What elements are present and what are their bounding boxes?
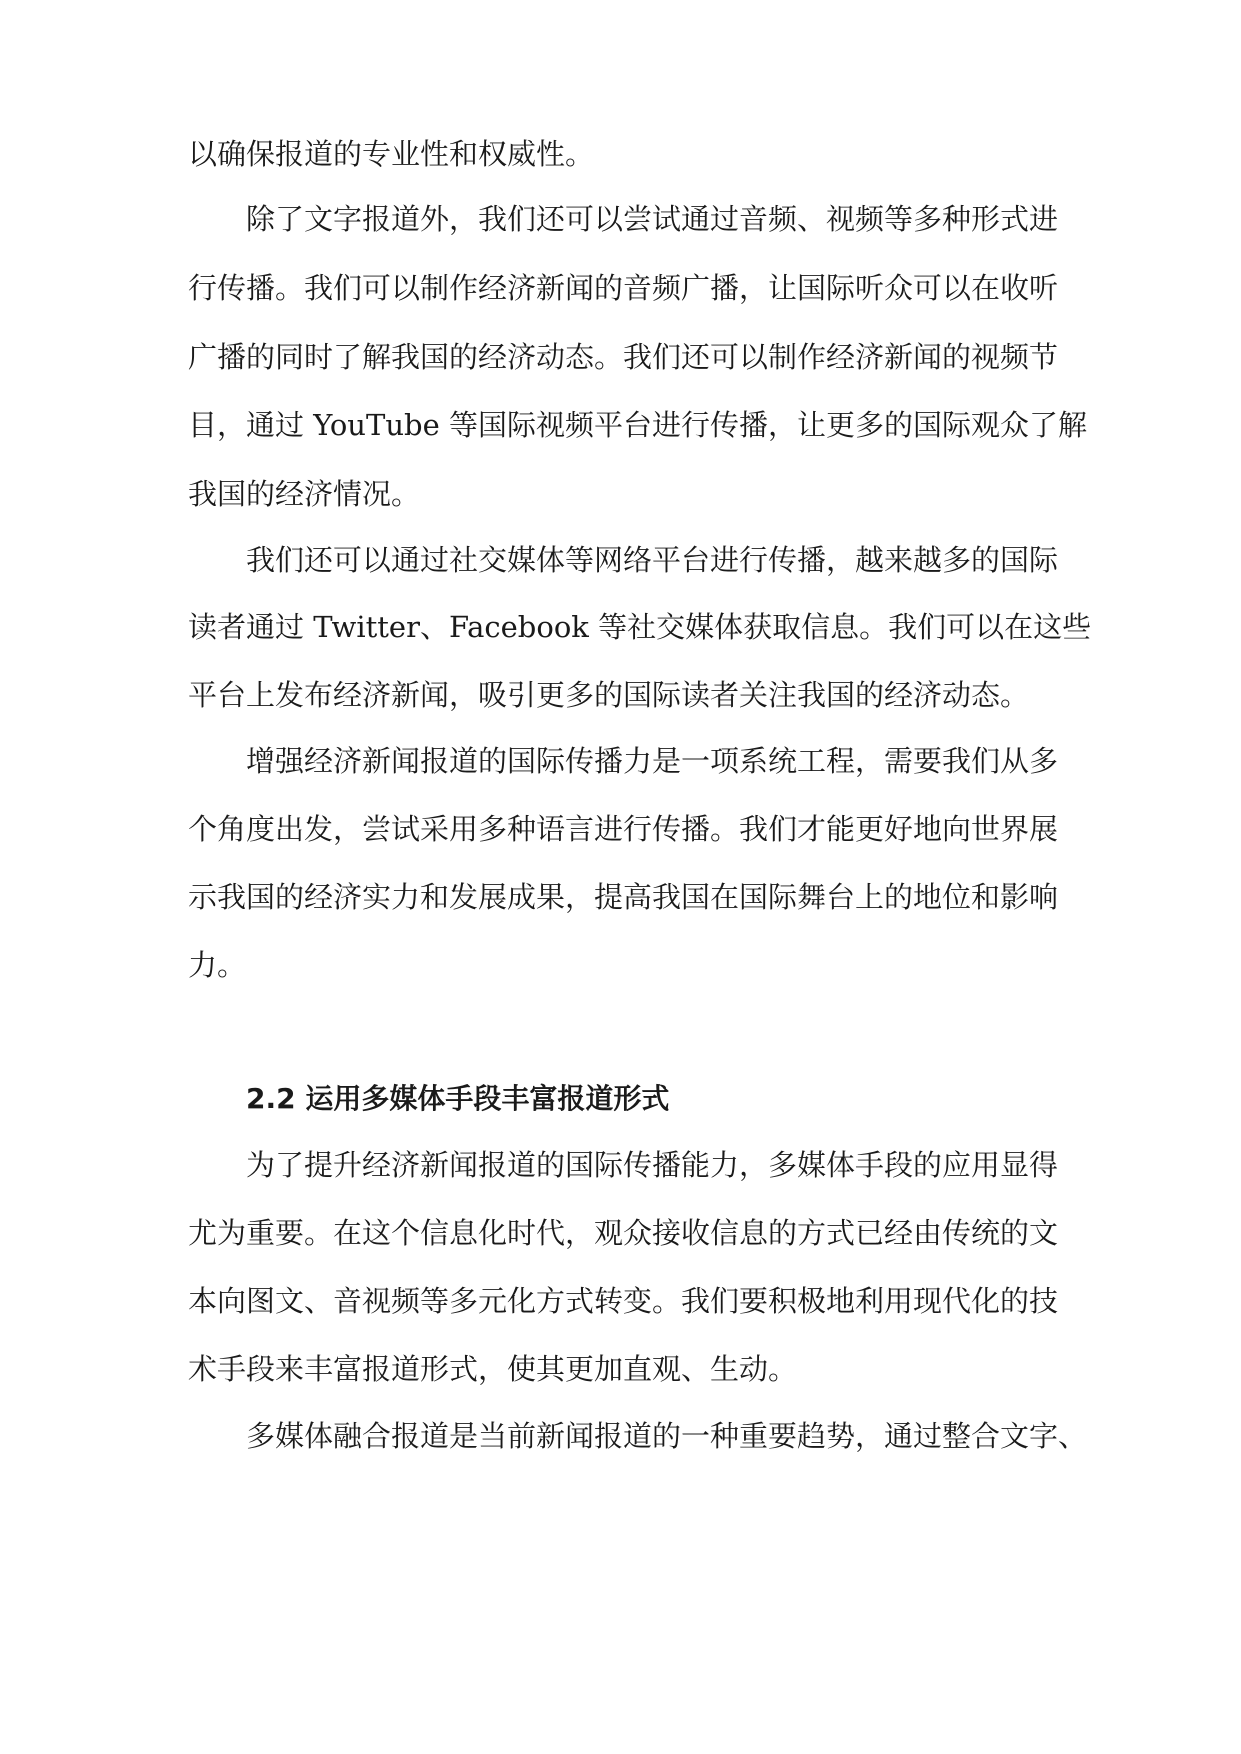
paragraph-line: 本向图文、音视频等多元化方式转变。我们要积极地利用现代化的技 [188, 1284, 1059, 1318]
paragraph-line: 我们还可以通过社交媒体等网络平台进行传播，越来越多的国际 [246, 543, 1059, 577]
paragraph-line: 以确保报道的专业性和权威性。 [188, 137, 595, 171]
paragraph-line: 除了文字报道外，我们还可以尝试通过音频、视频等多种形式进 [246, 202, 1059, 236]
paragraph-line: 行传播。我们可以制作经济新闻的音频广播，让国际听众可以在收听 [188, 271, 1059, 305]
paragraph-line: 目，通过 YouTube 等国际视频平台进行传播，让更多的国际观众了解 [188, 408, 1087, 442]
section-heading: 2.2 运用多媒体手段丰富报道形式 [246, 1082, 670, 1115]
paragraph-line: 力。 [188, 948, 247, 982]
paragraph-line: 读者通过 Twitter、Facebook 等社交媒体获取信息。我们可以在这些 [188, 610, 1092, 644]
paragraph-line: 增强经济新闻报道的国际传播力是一项系统工程，需要我们从多 [246, 744, 1059, 778]
paragraph-line: 多媒体融合报道是当前新闻报道的一种重要趋势，通过整合文字、 [246, 1419, 1088, 1453]
paragraph-line: 术手段来丰富报道形式，使其更加直观、生动。 [188, 1352, 798, 1386]
paragraph-line: 个角度出发，尝试采用多种语言进行传播。我们才能更好地向世界展 [188, 812, 1059, 846]
paragraph-line: 广播的同时了解我国的经济动态。我们还可以制作经济新闻的视频节 [188, 340, 1059, 374]
paragraph-line: 我国的经济情况。 [188, 477, 421, 511]
paragraph-line: 尤为重要。在这个信息化时代，观众接收信息的方式已经由传统的文 [188, 1216, 1059, 1250]
paragraph-line: 示我国的经济实力和发展成果，提高我国在国际舞台上的地位和影响 [188, 880, 1059, 914]
paragraph-line: 平台上发布经济新闻，吸引更多的国际读者关注我国的经济动态。 [188, 678, 1030, 712]
paragraph-line: 为了提升经济新闻报道的国际传播能力，多媒体手段的应用显得 [246, 1148, 1059, 1182]
